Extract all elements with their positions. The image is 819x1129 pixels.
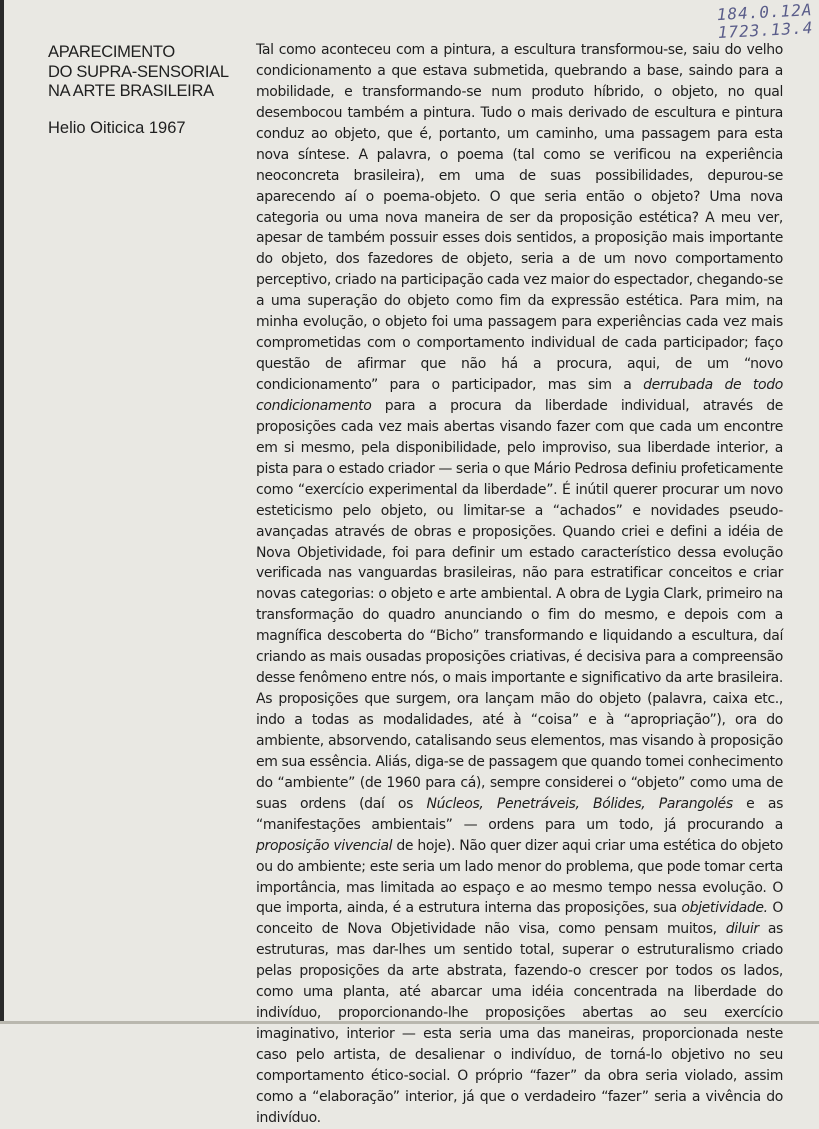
body-segment: para a procura da liberdade individual, através de proposições cada vez mais abertas visando fazer com que cada um encontre em si mesmo, pela disponibilidade, pelo improviso, sua liberdade interior, a pista para o estado criador — seria o que Mário Pedrosa definiu profeticamente como “exercício experimental da liberdade”. É inútil querer procurar um novo esteticismo pelo objeto, ou limitar-se a “achados” e novidades pseudo-avançadas através de obras e proposições. Quando criei e defini a idéia de Nova Objetividade, foi para definir um estado característico dessa evolução verificada nas vanguardas brasileiras, não para estratificar conceitos e criar novas categorias: o objeto e arte ambiental. A obra de Lygia Clark, primeiro na transformação do quadro anunciando o fim do mesmo, e depois com a magnífica descoberta do “Bicho” transformando e liquidando a escultura, daí criando as mais ousadas proposições criativas, é decisiva para a compreensão desse fenômeno entre nós, o mais importante e significativo da arte brasileira. As proposições que surgem, ora lançam mão do objeto (palavra, caixa etc., indo a todas as modalidades, até à “coisa” e à “apropriação”), ora do ambiente, absorvendo, catalisando seus elementos, mas visando à proposição em sua essência. Aliás, diga-se de passagem que quando tomei conhecimento do “ambiente” (de 1960 para cá), sempre considerei o “objeto” como uma de suas ordens (daí os [256, 397, 783, 812]
body-emphasis: derrubada de todo condicionamento [256, 377, 783, 414]
body-emphasis: objetividade. [681, 900, 768, 917]
body-segment: Tal como aconteceu com a pintura, a escultura transformou-se, saiu do velho condicionamento a que estava submetida, quebrando a base, saindo para a mobilidade, e transformando-se num produto híbrido, o objeto, no qual desembocou também a pintura. Tudo o mais derivado de escultura e pintura conduz ao objeto, que é, portanto, um caminho, uma passagem para esta nova síntese. A palavra, o poema (tal como se verificou na experiência neoconcreta brasileira), em uma de suas possibilidades, depurou-se aparecendo aí o poema-objeto. O que seria então o objeto? Uma nova categoria ou uma nova maneira de ser da proposição estética? A meu ver, apesar de também possuir esses dois sentidos, a proposição mais importante do objeto, dos fazedores de objeto, seria a de um novo comportamento perceptivo, criado na participação cada vez maior do espectador, chegando-se a uma superação do objeto como fim da expressão estética. Para mim, na minha evolução, o objeto foi uma passagem para experiências cada vez mais comprometidas com o comportamento individual de cada participador; faço questão de afirmar que não há a procura, aqui, de um “novo condicionamento” para o participador, mas sim a [256, 42, 783, 393]
title-line-1: APARECIMENTO [48, 43, 175, 61]
author-byline: Helio Oiticica 1967 [48, 118, 186, 137]
title-line-2: DO SUPRA-SENSORIAL [48, 62, 229, 81]
body-emphasis: diluir [725, 921, 759, 938]
body-segment: e as “manifestações ambientais” — ordens para um todo, já procurando a [256, 795, 784, 833]
body-emphasis: Núcleos, Penetráveis, Bólides, Parangolés [426, 795, 733, 812]
body-segment: de hoje). Não quer dizer aqui criar uma estética do objeto ou do ambiente; este seria um lado menor do problema, que pode tomar certa importância, mas limitada ao espaço e ao mesmo tempo nessa evolução. O que importa, ainda, é a estrutura interna das proposições, sua [256, 837, 783, 917]
article-sidebar [48, 43, 238, 138]
body-segment: as estruturas, mas dar-lhes um sentido total, superar o estruturalismo criado pelas proposições da arte abstrata, fazendo-o crescer por todos os lados, como uma planta, até abarcar uma idéia concentrada na liberdade do indivíduo, proporcionando-lhe proposições abertas ao seu exercício imaginativo, interior — esta seria uma das maneiras, proporcionada neste caso pelo artista, de desalienar o indivíduo, de torná-lo objetivo no seu comportamento ético-social. O próprio “fazer” da obra seria violado, assim como a “elaboração” interior, já que o verdadeiro “fazer” seria a vivência do indivíduo. [256, 921, 783, 1126]
body-emphasis: proposição vivencial [256, 837, 393, 854]
handwritten-catalog-annotation [700, 1, 814, 43]
article-body [256, 40, 783, 1129]
body-segment: O conceito de Nova Objetividade não visa, como pensam muitos, [256, 900, 783, 938]
annotation-line-1: 184.0.12A [716, 0, 813, 25]
article-title [48, 43, 238, 102]
title-line-3: NA ARTE BRASILEIRA [48, 82, 214, 100]
page-binding-edge [0, 0, 4, 1024]
annotation-line-2: 1723.13.4 [717, 18, 814, 43]
